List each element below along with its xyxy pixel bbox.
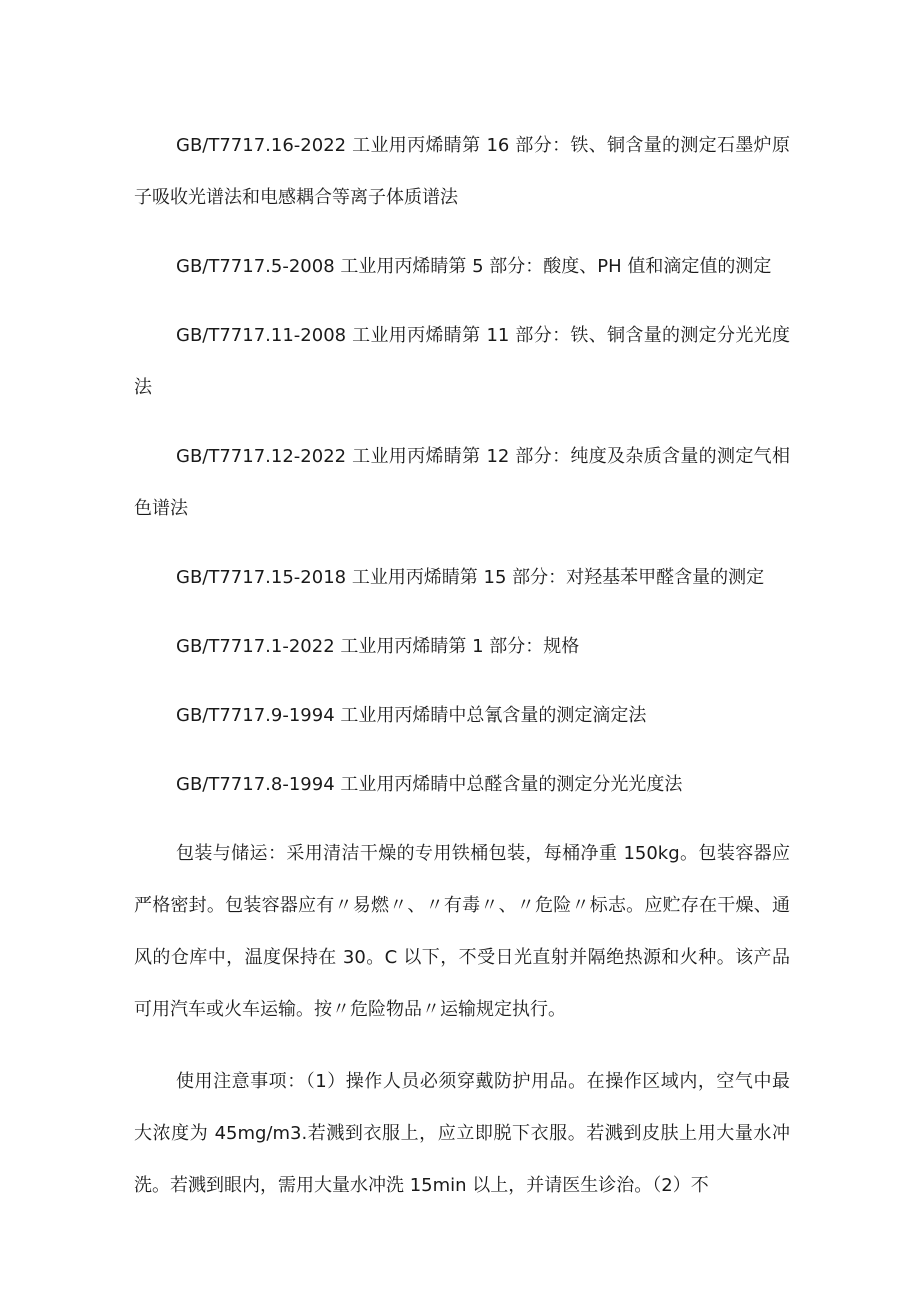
standard-gbt7717-8: GB/T7717.8-1994 工业用丙烯睛中总醛含量的测定分光光度法 [176,774,683,795]
standard-gbt7717-1: GB/T7717.1-2022 工业用丙烯睛第 1 部分：规格 [176,636,580,657]
standard-gbt7717-11: GB/T7717.11-2008 工业用丙烯睛第 11 部分：铁、铜含量的测定分光光度法 [134,325,790,398]
usage-precautions-paragraph: 使用注意事项：（1）操作人员必须穿戴防护用品。在操作区域内，空气中最大浓度为 45mg/m3.若溅到衣服上，应立即脱下衣服。若溅到皮肤上用大量水冲洗。若溅到眼内，需用大量水冲洗 15min 以上，并请医生诊治。（2）不 [134,1071,790,1196]
standard-gbt7717-16: GB/T7717.16-2022 工业用丙烯睛第 16 部分：铁、铜含量的测定石墨炉原子吸收光谱法和电感耦合等离子体质谱法 [134,135,790,208]
standard-gbt7717-5: GB/T7717.5-2008 工业用丙烯睛第 5 部分：酸度、PH 值和滴定值的测定 [176,256,772,277]
standard-gbt7717-15: GB/T7717.15-2018 工业用丙烯睛第 15 部分：对羟基苯甲醛含量的测定 [176,567,765,588]
standard-gbt7717-12: GB/T7717.12-2022 工业用丙烯睛第 12 部分：纯度及杂质含量的测定气相色谱法 [134,446,790,519]
packaging-storage-paragraph: 包装与储运：采用清洁干燥的专用铁桶包装，每桶净重 150kg。包装容器应严格密封。包装容器应有〃易燃〃、〃有毒〃、〃危险〃标志。应贮存在干燥、通风的仓库中，温度保持在 30。C 以下，不受日光直射并隔绝热源和火种。该产品可用汽车或火车运输。按〃危险物品〃运输规定执行。 [134,843,790,1020]
standard-gbt7717-9: GB/T7717.9-1994 工业用丙烯睛中总氰含量的测定滴定法 [176,705,647,726]
document-body [134,120,790,1212]
